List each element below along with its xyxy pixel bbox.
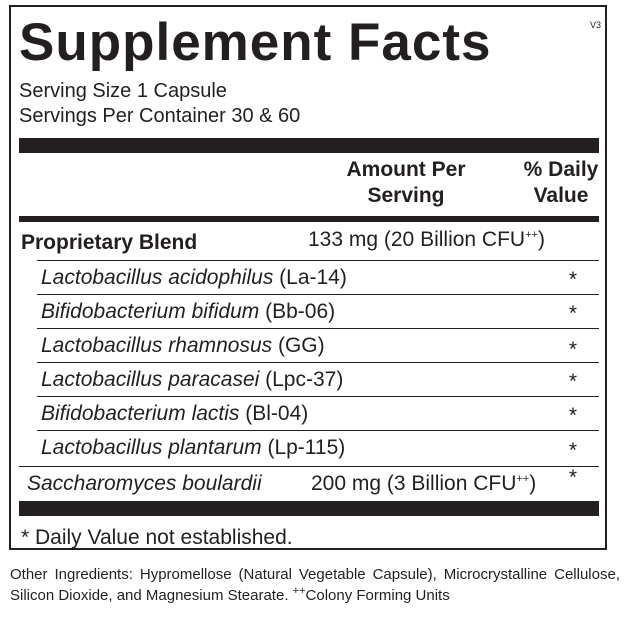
divider-thick-top	[19, 138, 599, 153]
serving-size: Serving Size 1 Capsule	[19, 80, 227, 102]
row-divider	[37, 294, 599, 295]
blend-amount: 133 mg (20 Billion CFU++)	[308, 228, 545, 251]
version-tag: V3	[589, 20, 601, 30]
saccharomyces-amount: 200 mg (3 Billion CFU++)	[311, 472, 537, 495]
strain-dv: *	[568, 404, 577, 427]
row-divider	[37, 260, 599, 261]
saccharomyces-row: Saccharomyces boulardii	[27, 472, 262, 495]
strain-dv: *	[568, 338, 577, 361]
strain-row: Lactobacillus acidophilus (La-14)	[41, 266, 347, 289]
saccharomyces-dv: *	[568, 466, 577, 489]
strain-row: Lactobacillus paracasei (Lpc-37)	[41, 368, 344, 391]
daily-value-header: % Daily Value	[523, 158, 599, 207]
row-divider	[37, 430, 599, 431]
divider-thick-bottom	[19, 501, 599, 516]
strain-row: Bifidobacterium bifidum (Bb-06)	[41, 300, 336, 323]
strain-dv: *	[568, 302, 577, 325]
other-ingredients: Other Ingredients: Hypromellose (Natural Vegetable Capsule), Microcrystalline Cellulose, Silicon Dioxide, and Magnesium Stearate. ++Colony Forming Units	[10, 566, 620, 604]
strain-dv: *	[568, 370, 577, 393]
strain-dv: *	[568, 268, 577, 291]
row-divider	[37, 328, 599, 329]
amount-per-serving-header: Amount Per Serving	[346, 158, 466, 207]
blend-name: Proprietary Blend	[21, 231, 198, 254]
strain-row: Bifidobacterium lactis (Bl-04)	[41, 402, 309, 425]
servings-per-container: Servings Per Container 30 & 60	[19, 105, 301, 127]
divider-medium	[19, 216, 599, 222]
row-divider	[37, 362, 599, 363]
strain-row: Lactobacillus plantarum (Lp-115)	[41, 436, 346, 459]
supplement-facts-panel	[9, 5, 607, 550]
label-title: Supplement Facts	[19, 13, 492, 72]
strain-row: Lactobacillus rhamnosus (GG)	[41, 334, 325, 357]
row-divider	[19, 466, 599, 467]
row-divider	[37, 396, 599, 397]
strain-dv: *	[568, 439, 577, 462]
daily-value-footnote: * Daily Value not established.	[21, 526, 293, 549]
